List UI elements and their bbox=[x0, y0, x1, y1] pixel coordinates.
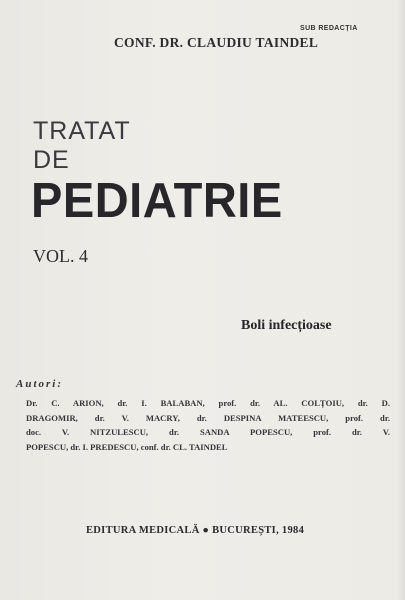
authors-list bbox=[26, 396, 390, 454]
authors-line: Dr. C. ARION, dr. I. BALABAN, prof. dr. AL. COLȚOIU, dr. D. bbox=[26, 398, 390, 408]
editor-name: CONF. DR. CLAUDIU TAINDEL bbox=[114, 35, 319, 50]
volume-label: VOL. 4 bbox=[33, 246, 88, 266]
authors-label: Autori: bbox=[16, 378, 64, 390]
title-line-1: TRATAT bbox=[33, 117, 131, 145]
title-line-2: DE bbox=[33, 146, 70, 174]
publisher-imprint: EDITURA MEDICALĂ ● BUCUREȘTI, 1984 bbox=[86, 525, 305, 536]
sub-redactia-label: SUB REDACȚIA bbox=[300, 25, 358, 32]
authors-line: DRAGOMIR, dr. V. MACRY, dr. DESPINA MATEESCU, prof. dr. bbox=[26, 412, 390, 423]
page-edge-shadow bbox=[397, 0, 405, 600]
subject-subtitle: Boli infecțioase bbox=[241, 318, 332, 333]
main-title: PEDIATRIE bbox=[31, 172, 283, 228]
authors-line: doc. V. NITZULESCU, dr. SANDA POPESCU, prof. dr. V. bbox=[26, 427, 390, 438]
authors-line: POPESCU, dr. I. PREDESCU, conf. dr. CL. TAINDEL bbox=[26, 441, 228, 452]
